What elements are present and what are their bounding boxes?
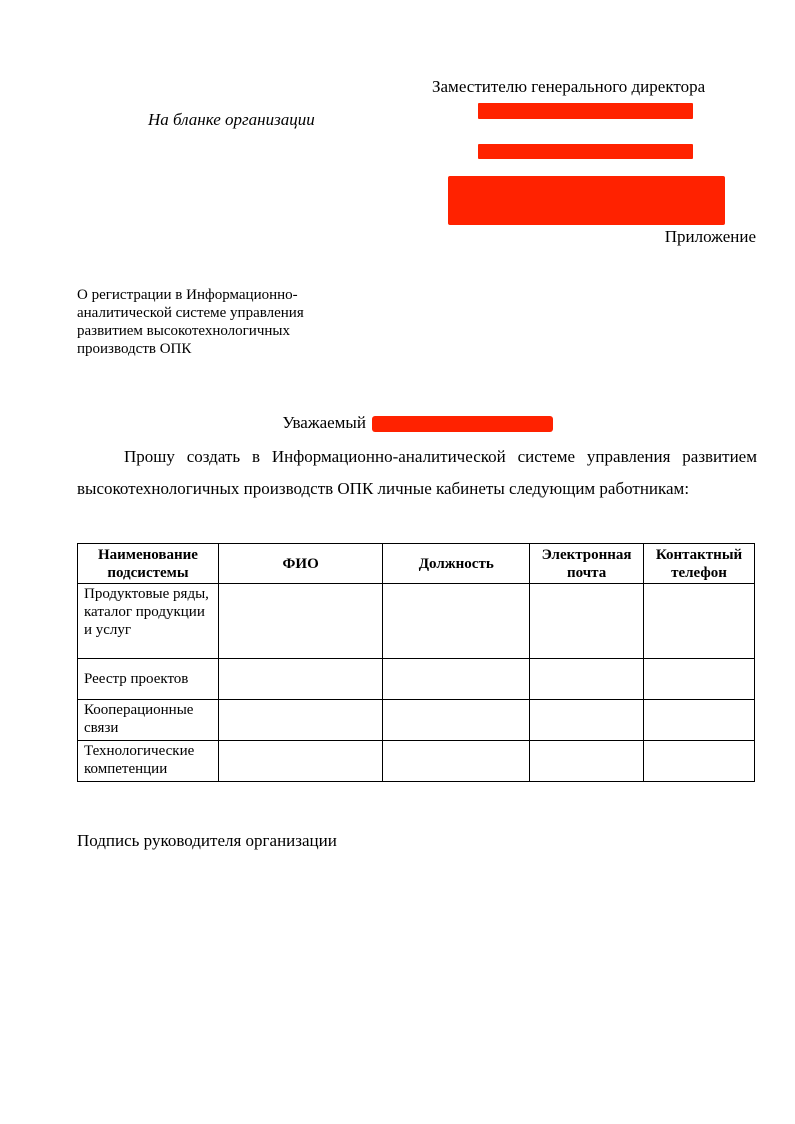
phone-cell xyxy=(644,700,755,741)
position-cell xyxy=(383,700,530,741)
phone-cell xyxy=(644,741,755,782)
fio-cell xyxy=(218,741,382,782)
email-cell xyxy=(530,741,644,782)
signature-line: Подпись руководителя организации xyxy=(77,831,337,850)
fio-cell xyxy=(218,700,382,741)
greeting-prefix: Уважаемый xyxy=(282,413,366,432)
column-header-phone: Контактный телефон xyxy=(644,544,755,584)
redaction-bar xyxy=(372,416,553,432)
table-row xyxy=(78,741,755,782)
position-cell xyxy=(383,659,530,700)
email-cell xyxy=(530,659,644,700)
redaction-bar xyxy=(448,176,725,225)
redaction-bar xyxy=(478,144,693,159)
subsystem-cell: Технологические компетенции xyxy=(78,741,219,782)
column-header-position: Должность xyxy=(383,544,530,584)
fio-cell xyxy=(218,584,382,659)
table-row xyxy=(78,700,755,741)
fio-cell xyxy=(218,659,382,700)
column-header-email: Электронная почта xyxy=(530,544,644,584)
email-cell xyxy=(530,700,644,741)
letter-subject: О регистрации в Информационно-аналитической системе управления развитием высокотехнологичных производств ОПК xyxy=(77,287,304,357)
position-cell xyxy=(383,584,530,659)
body-paragraph xyxy=(77,441,757,505)
subsystem-cell: Продуктовые ряды, каталог продукции и услуг xyxy=(78,584,219,659)
email-cell xyxy=(530,584,644,659)
accounts-table xyxy=(77,543,755,782)
body-paragraph-text: Прошу создать в Информационно-аналитической системе управления развитием высокотехнологичных производств ОПК личные кабинеты следующим работникам: xyxy=(77,447,757,498)
subsystem-cell: Кооперационные связи xyxy=(78,700,219,741)
addressee-title: Заместителю генерального директора xyxy=(432,77,706,96)
table-header-row xyxy=(78,544,755,584)
phone-cell xyxy=(644,659,755,700)
column-header-fio: ФИО xyxy=(218,544,382,584)
table-row xyxy=(78,584,755,659)
appendix-label: Приложение xyxy=(664,227,756,246)
position-cell xyxy=(383,741,530,782)
table-row xyxy=(78,659,755,700)
subsystem-cell: Реестр проектов xyxy=(78,659,219,700)
phone-cell xyxy=(644,584,755,659)
letterhead-note: На бланке организации xyxy=(148,110,315,129)
redaction-bar xyxy=(478,103,693,119)
column-header-subsystem: Наименование подсистемы xyxy=(78,544,219,584)
